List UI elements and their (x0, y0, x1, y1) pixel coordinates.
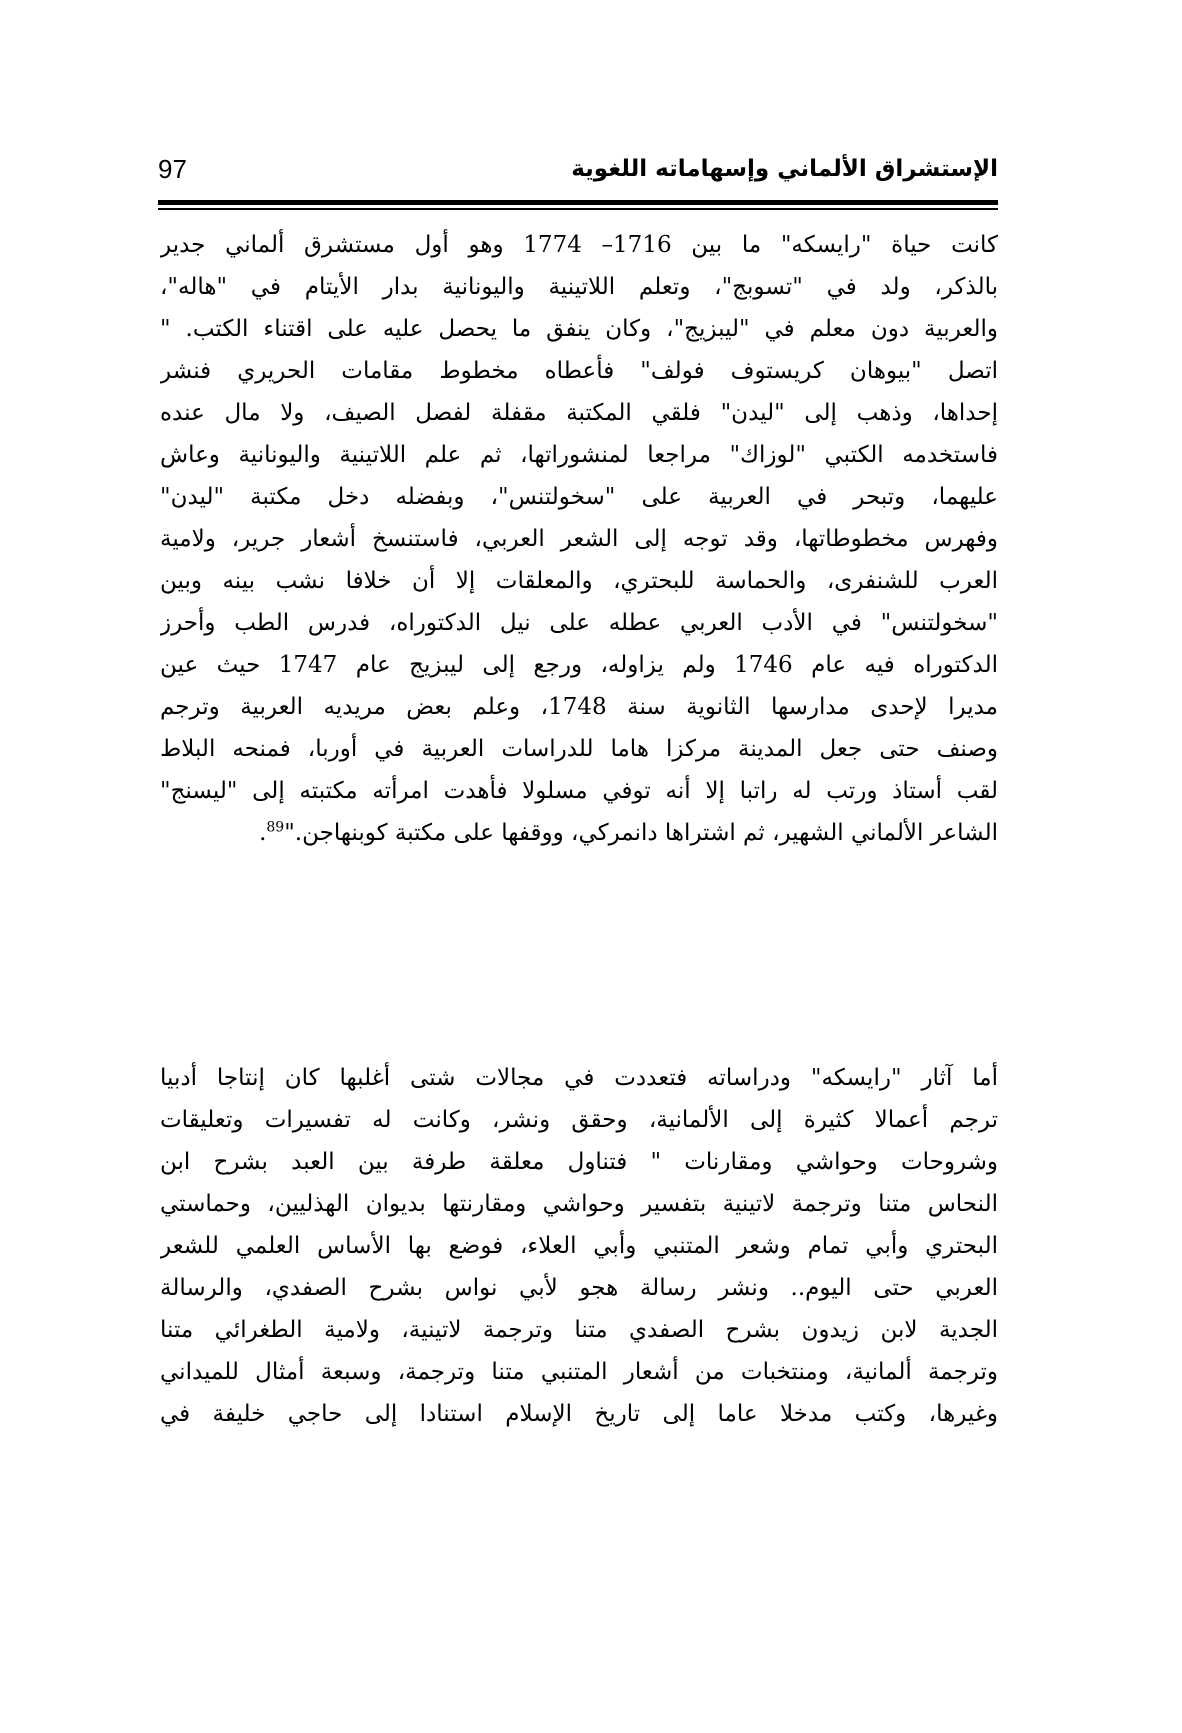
trailing-period: . (259, 820, 267, 846)
text-line: فاستخدمه الكتبي "لوزاك" مراجعا لمنشوراتها، ثم علم اللاتينية واليونانية وعاش (160, 442, 998, 468)
text-line: ترجم أعمالا كثيرة إلى الألمانية، وحقق ونشر، وكانت له تفسيرات وتعليقات (160, 1107, 998, 1133)
text-line: أما آثار "رايسكه" ودراساته فتعددت في مجالات شتى أغلبها كان إنتاجا أدبيا (160, 1065, 998, 1091)
text-line: العربي حتى اليوم.. ونشر رسالة هجو لأبي نواس بشرح الصفدي، والرسالة (160, 1275, 998, 1301)
text-line: وشروحات وحواشي ومقارنات " فتناول معلقة طرفة بين العبد بشرح ابن (160, 1149, 998, 1175)
text-line: اتصل "بيوهان كريستوف فولف" فأعطاه مخطوط مقامات الحريري فنشر (160, 358, 998, 384)
text-line: العرب للشنفرى، والحماسة للبحتري، والمعلقات إلا أن خلافا نشب بينه وبين (160, 568, 998, 594)
header-rule-thin (158, 208, 998, 210)
text-line: لقب أستاذ ورتب له راتبا إلا أنه توفي مسلولا فأهدت امرأته مكتبته إلى "ليسنج" (160, 778, 998, 804)
text-line: البحتري وأبي تمام وشعر المتنبي وأبي العلاء، فوضع بها الأساس العلمي للشعر (160, 1233, 998, 1259)
text-line: "سخولتنس" في الأدب العربي عطله على نيل الدكتوراه، فدرس الطب وأحرز (160, 610, 998, 636)
running-title: الإستشراق الألماني وإسهاماته اللغوية (571, 156, 998, 182)
text-line: النحاس متنا وترجمة لاتينية بتفسير وحواشي ومقارنتها بديوان الهذليين، وحماستي (160, 1191, 998, 1217)
page-number: 97 (158, 154, 187, 184)
footnote-reference: 89 (266, 819, 285, 836)
text-line: الدكتوراه فيه عام 1746 ولم يزاوله، ورجع إلى ليبزيج عام 1747 حيث عين (160, 652, 998, 678)
text-line: إحداها، وذهب إلى "ليدن" فلقي المكتبة مقفلة لفصل الصيف، ولا مال عنده (160, 400, 998, 426)
text-line: بالذكر، ولد في "تسوبج"، وتعلم اللاتينية واليونانية بدار الأيتام في "هاله"، (160, 274, 998, 300)
text-line: كانت حياة "رايسكه" ما بين 1716– 1774 وهو أول مستشرق ألماني جدير (160, 232, 998, 258)
text-line: وترجمة ألمانية، ومنتخبات من أشعار المتنبي متنا وترجمة، وسبعة أمثال للميداني (160, 1359, 998, 1385)
header-rule-thick (158, 200, 998, 205)
text-line: وصنف حتى جعل المدينة مركزا هاما للدراسات العربية في أوربا، فمنحه البلاط (160, 736, 998, 762)
text-line: عليهما، وتبحر في العربية على "سخولتنس"، وبفضله دخل مكتبة "ليدن" (160, 484, 998, 510)
text-line-content: الشاعر الألماني الشهير، ثم اشتراها دانمركي، ووقفها على مكتبة كوبنهاجن." (284, 820, 998, 846)
paragraph-2 (160, 1057, 998, 1435)
text-line: الجدية لابن زيدون بشرح الصفدي متنا وترجمة لاتينية، ولامية الطغرائي متنا (160, 1317, 998, 1343)
text-line-last (160, 812, 998, 854)
text-line: وغيرها، وكتب مدخلا عاما إلى تاريخ الإسلام استنادا إلى حاجي خليفة في (160, 1401, 998, 1427)
text-line: مديرا لإحدى مدارسها الثانوية سنة 1748، وعلم بعض مريديه العربية وترجم (160, 694, 998, 720)
page-header (158, 150, 998, 202)
text-line: والعربية دون معلم في "ليبزيج"، وكان ينفق ما يحصل عليه على اقتناء الكتب. " (160, 316, 998, 342)
paragraph-1 (160, 224, 998, 854)
text-line: وفهرس مخطوطاتها، وقد توجه إلى الشعر العربي، فاستنسخ أشعار جرير، ولامية (160, 526, 998, 552)
